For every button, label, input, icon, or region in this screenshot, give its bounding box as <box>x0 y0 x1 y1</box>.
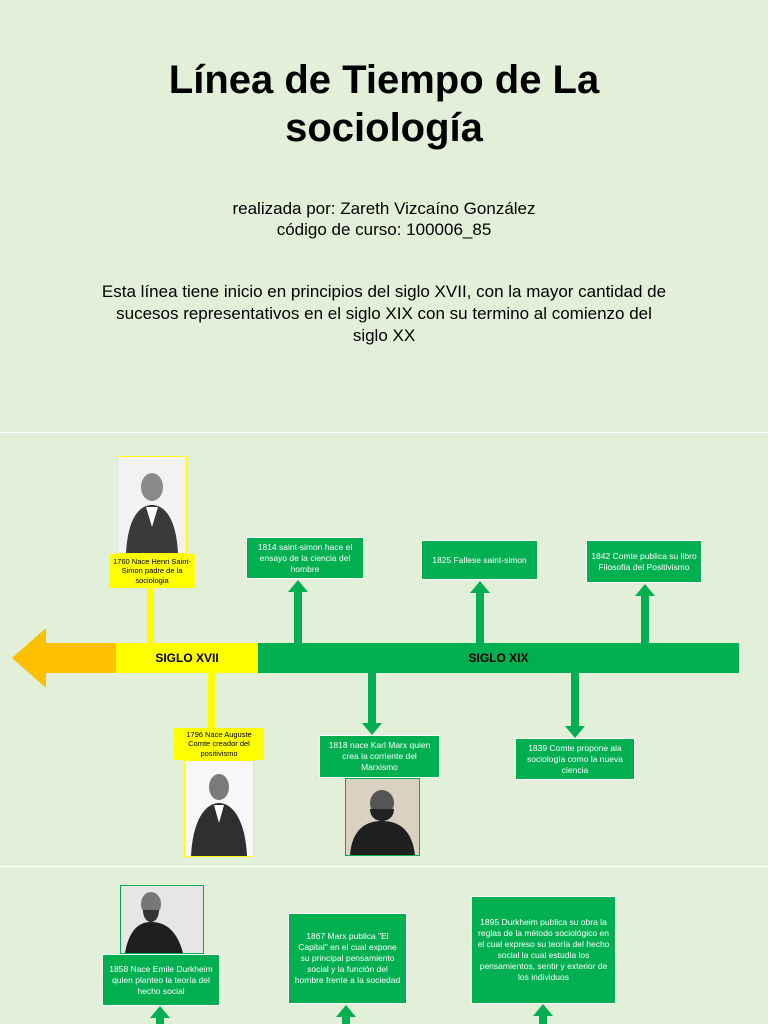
portrait-icon <box>346 779 419 855</box>
title-line-2: sociología <box>285 106 483 150</box>
segment-siglo-xvii <box>116 643 258 673</box>
event-1814: 1814 saint-simon hace el ensayo de la ciencia del hombre <box>246 537 364 579</box>
segment-siglo-xvii-label: SIGLO XVII <box>155 651 219 665</box>
event-1867: 1867 Marx publica "El Capital" en el cual expone su principal pensamiento social y la función del hombre frente a la sociedad <box>288 913 407 1004</box>
left-arrow-icon <box>12 628 116 688</box>
portrait-icon <box>121 886 203 953</box>
up-arrow-icon <box>288 580 308 643</box>
author-info <box>0 198 768 240</box>
section-divider-bottom <box>0 866 768 867</box>
durkheim-portrait <box>120 885 204 954</box>
portrait-icon <box>185 761 253 856</box>
event-1796: 1796 Nace Auguste Comte creador del positivismo <box>174 728 264 760</box>
title-line-1: Línea de Tiempo de La <box>168 58 600 102</box>
course-code: código de curso: 100006_85 <box>276 220 492 239</box>
intro-text: Esta línea tiene inicio en principios del siglo XVII, con la mayor cantidad de sucesos representativos en el siglo XIX con su termino al comienzo del siglo XX <box>101 282 667 345</box>
up-arrow-icon <box>470 581 490 643</box>
event-1842: 1842 Comte publica su libro Filosofía del Positivismo <box>586 540 702 583</box>
event-1825: 1825 Fallese saint-simon <box>421 540 538 580</box>
connector-1760 <box>147 588 154 643</box>
up-arrow-icon <box>635 584 655 643</box>
up-arrow-icon <box>533 1004 553 1024</box>
section-divider-top <box>0 432 768 433</box>
event-1839: 1839 Comte propone ala sociología como la nueva ciencia <box>515 738 635 780</box>
saint-simon-portrait <box>117 456 187 554</box>
up-arrow-icon <box>336 1005 356 1024</box>
comte-portrait <box>184 760 254 857</box>
down-arrow-icon <box>362 673 382 735</box>
event-1760: 1760 Nace Henri Saint-Simon padre de la sociologia <box>109 554 195 588</box>
event-1818: 1818 nace Karl Marx quien crea la corriente del Marxismo <box>319 735 440 778</box>
event-1895: 1895 Durkheim publica su obra la reglas de la método sociológico en el cual expreso su teoría del hecho social la cual estudia los pensamientos, sentir y exterior de los individuos <box>471 896 616 1004</box>
page-title <box>0 56 768 152</box>
author-name: realizada por: Zareth Vizcaíno González <box>232 199 536 218</box>
down-arrow-icon <box>565 673 585 738</box>
up-arrow-icon <box>150 1006 170 1024</box>
portrait-icon <box>118 457 186 553</box>
connector-1796 <box>208 673 215 728</box>
marx-portrait <box>345 778 420 856</box>
event-1858: 1858 Nace Emile Durkheim quien planteo la teoría del hecho social <box>102 954 220 1006</box>
segment-siglo-xix-label: SIGLO XIX <box>468 651 529 665</box>
segment-siglo-xix <box>258 643 739 673</box>
